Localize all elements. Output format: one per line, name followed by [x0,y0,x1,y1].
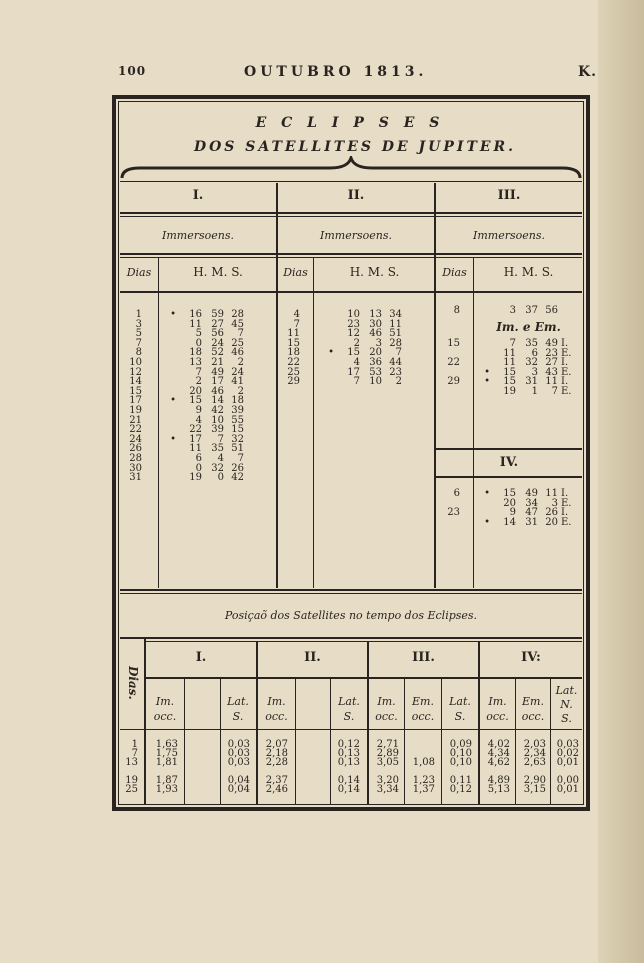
pos-II-im: 2,07 2,18 2,28 2,37 2,46 [265,739,288,795]
rule [436,448,582,450]
pos-I-lat: 0,03 0,03 0,03 0,04 0,04 [227,739,250,795]
pos-group-III: III. [412,650,435,665]
rule [473,257,474,588]
sat-III-minutes-a: 37 [525,305,538,316]
rule [184,679,185,805]
rule [158,257,159,588]
rule [120,593,582,594]
pos-III-lat: 0,09 0,10 0,10 0,11 0,12 [449,739,472,795]
sat-I-event: Immersoens. [162,229,234,242]
sat-III-hours-b: 7 11 11 15 15 19 [503,338,516,397]
sat-I-days: 1 3 5 7 8 10 12 14 15 17 19 21 22 24 26 28 30 31 [129,309,142,484]
sat-II-stars: • [328,347,334,359]
rule [146,677,582,679]
rule [120,291,582,293]
sat-II-days: 4 7 11 15 18 22 25 29 [287,309,300,388]
sat-III-type-b: I. E. I. E. I. E. [561,338,572,397]
positions-dias-label: Dias. [126,666,140,700]
pos-IV-im-head: Im. occ. [486,695,509,723]
rule [120,729,582,730]
sat-IV-label: IV. [499,455,519,470]
sat-I-hours: 16 11 5 0 18 13 7 2 20 15 9 4 22 17 11 6 0 19 [189,309,202,484]
sat-I-stars: • • • [170,309,176,445]
sat-I-minutes: 59 27 56 24 52 21 49 17 46 14 42 10 39 7 35 4 32 0 [211,309,224,484]
pos-IV-latn-head: Lat. N. S. [555,684,578,725]
sat-III-hours-a: 3 [509,305,516,316]
pos-I-lat-head: Lat. S. [227,695,249,723]
sat-III-days-b: 15 22 29 [447,338,460,388]
sat-II-label: II. [347,188,365,203]
sat-IV-days: 6 23 [447,488,460,519]
rule [120,181,582,182]
pos-I-im-head: Im. occ. [153,695,177,723]
sat-II-seconds: 34 11 51 28 7 44 23 2 [389,309,402,388]
sat-IV-type: I. E. I. E. [561,488,572,528]
eclipses-title: E C L I P S E S [255,115,445,131]
sat-III-minutes-b: 35 6 32 3 31 1 [525,338,538,397]
sat-III-subevent: Im. e Em. [496,320,561,334]
pos-III-im: 2,71 2,89 3,05 3,20 3,34 [376,739,399,795]
pos-IV-lat: 0,03 0,02 0,01 0,00 0,01 [556,739,579,795]
page-running-title: OUTUBRO 1813. [244,64,428,80]
rule [295,679,296,805]
sat-III-seconds-a: 56 [545,305,558,316]
pos-group-I: I. [195,650,207,665]
sat-II-event: Immersoens. [320,229,392,242]
rule [120,257,582,258]
rule [146,641,582,642]
pos-dias: 1 7 13 19 25 [125,739,138,795]
pos-II-im-head: Im. occ. [265,695,288,723]
pos-I-im: 1,63 1,75 1,81 1,87 1,93 [155,739,178,795]
signature-mark: K. [578,64,598,80]
positions-title: Posiçaõ dos Satellites no tempo dos Eclipses. [224,609,478,622]
brace-ornament [120,156,582,180]
sat-I-seconds: 28 45 7 25 46 2 24 41 2 18 39 55 15 32 51 7 26 42 [231,309,244,484]
rule [313,257,314,588]
sat-II-minutes: 13 30 46 3 20 36 53 10 [369,309,382,388]
sat-IV-hours: 15 20 9 14 [503,488,516,528]
sat-IV-stars: • • [484,488,490,528]
page-number: 100 [118,64,147,78]
rule [436,476,582,478]
sat-I-label: I. [192,188,204,203]
pos-III-em: 1,08 1,23 1,37 [412,757,435,795]
rule [120,253,582,255]
pos-II-lat: 0,12 0,13 0,13 0,14 0,14 [337,739,360,795]
pos-III-im-head: Im. occ. [375,695,398,723]
pos-III-lat-head: Lat. S. [449,695,471,723]
sat-II-dias-head: Dias [283,266,308,279]
rule [120,212,582,214]
rule [120,589,582,591]
book-spine-shadow [598,0,644,963]
sat-I-hms-head: H. M. S. [193,265,243,279]
sat-III-event: Immersoens. [473,229,545,242]
pos-group-IV: IV: [521,650,541,665]
sat-III-label: III. [497,188,521,203]
sat-III-seconds-b: 49 23 27 43 11 7 [545,338,558,397]
sat-I-dias-head: Dias [126,266,152,279]
sat-III-stars-b: • • [484,366,490,388]
pos-group-II: II. [304,650,321,665]
sat-II-hours: 10 23 12 2 15 4 17 7 [347,309,360,388]
rule [120,637,582,639]
sat-III-hms-head: H. M. S. [503,265,554,279]
sat-IV-seconds: 11 3 26 20 [545,488,558,528]
pos-II-lat-head: Lat. S. [338,695,360,723]
sat-III-dias-head: Dias [442,266,467,279]
sat-III-day-a: 8 [453,305,460,316]
sat-IV-minutes: 49 34 47 31 [525,488,538,528]
satellites-title: DOS SATELLITES DE JUPITER. [193,139,517,155]
rule [120,216,582,217]
pos-IV-em-head: Em. occ. [521,695,545,723]
pos-IV-im: 4,02 4,34 4,62 4,89 5,13 [487,739,510,795]
pos-III-em-head: Em. occ. [411,695,435,723]
pos-IV-em: 2,03 2,34 2,63 2,90 3,15 [523,739,546,795]
sat-II-hms-head: H. M. S. [349,265,400,279]
